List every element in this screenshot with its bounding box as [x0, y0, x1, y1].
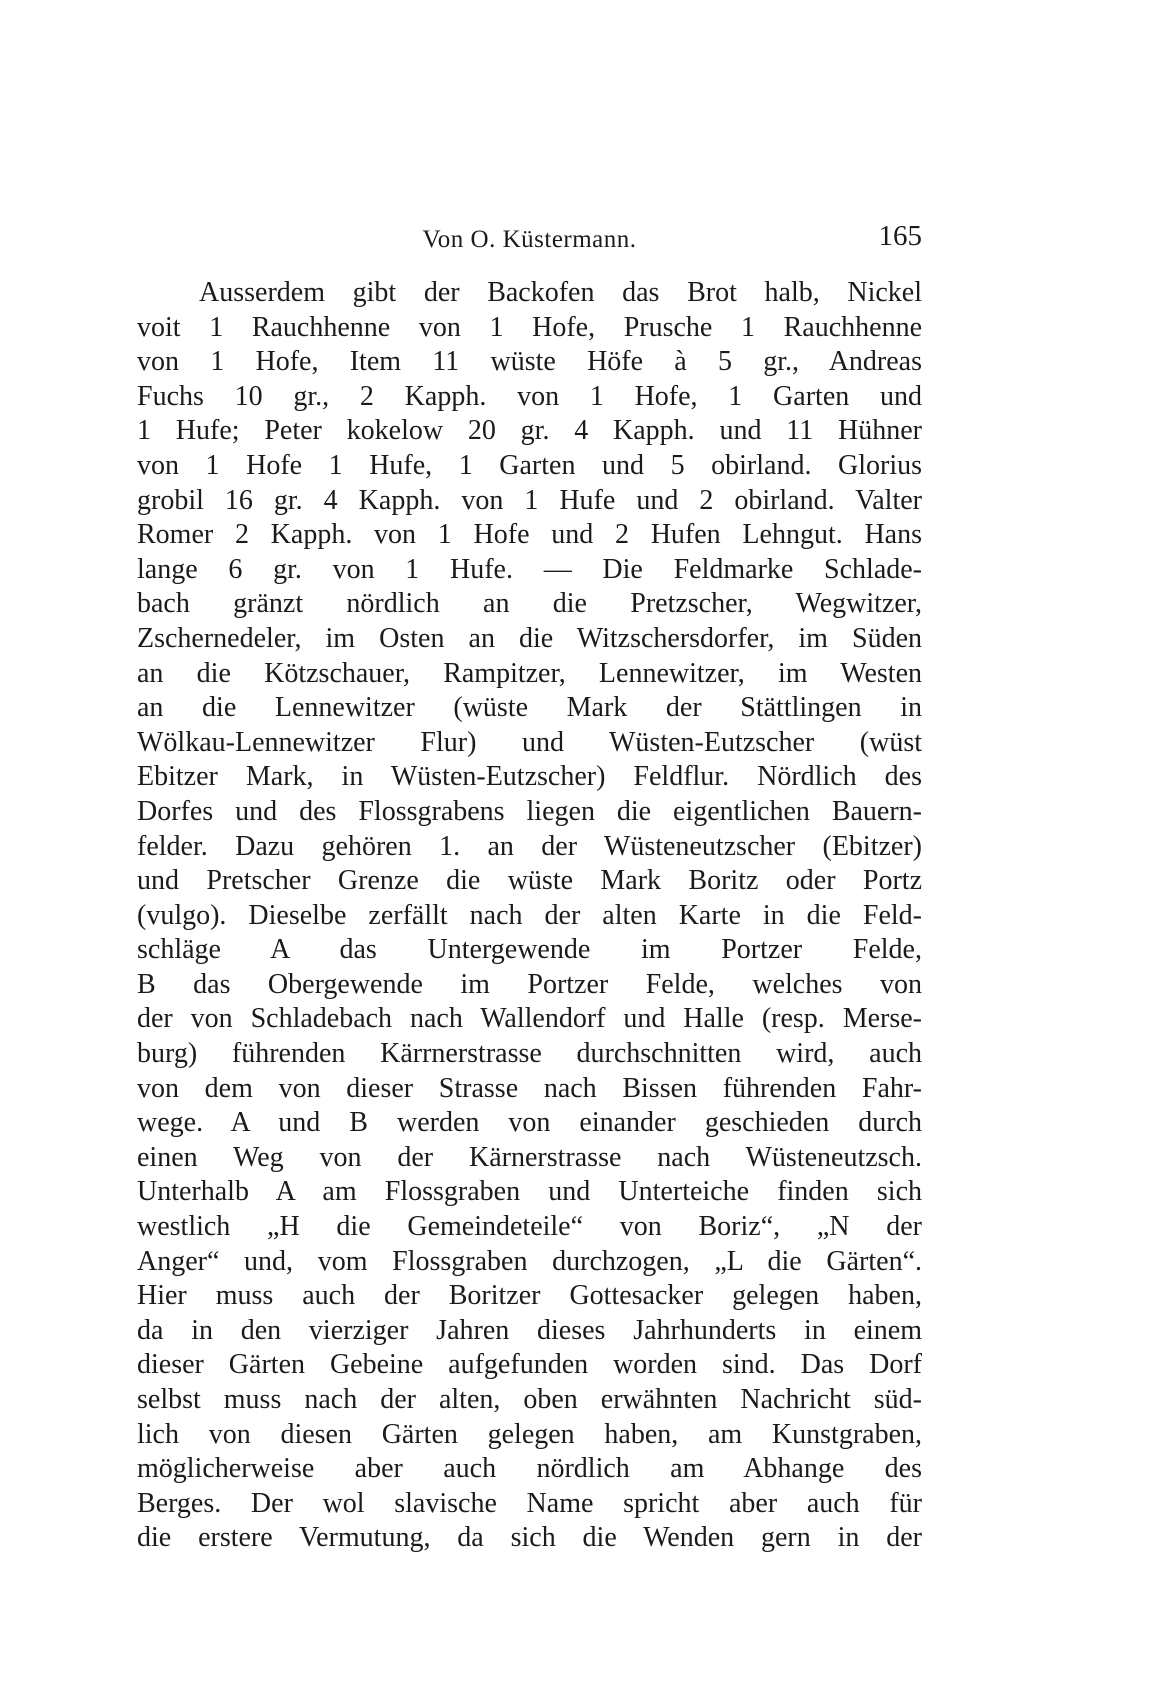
text-line: selbst muss nach der alten, oben erwähnten Nachricht süd-: [137, 1384, 922, 1415]
text-line: an die Lennewitzer (wüste Mark der Stättlingen in: [137, 692, 922, 724]
text-line: bach gränzt nördlich an die Pretzscher, Wegwitzer,: [137, 588, 922, 620]
body-text: [137, 276, 922, 1556]
text-line: lich von diesen Gärten gelegen haben, am Kunstgraben,: [137, 1418, 922, 1450]
text-line: Anger“ und, vom Flossgraben durchzogen, „L die Gärten“.: [137, 1245, 922, 1277]
text-line: westlich „H die Gemeindeteile“ von Boriz“, „N der: [137, 1211, 922, 1243]
text-line: einen Weg von der Kärnerstrasse nach Wüsteneutzsch.: [137, 1141, 922, 1173]
text-line: möglicherweise aber auch nördlich am Abhange des: [137, 1453, 922, 1485]
text-line: B das Obergewende im Portzer Felde, welches von: [137, 968, 922, 1000]
page-number: 165: [878, 220, 922, 252]
text-line: Hier muss auch der Boritzer Gottesacker gelegen haben,: [137, 1280, 922, 1312]
text-line: 1 Hufe; Peter kokelow 20 gr. 4 Kapph. und 11 Hühner: [137, 415, 922, 447]
running-head: Von O. Küstermann.: [422, 226, 637, 253]
text-line: wege. A und B werden von einander geschieden durch: [137, 1107, 922, 1139]
text-line: Dorfes und des Flossgrabens liegen die eigentlichen Bauern-: [137, 795, 922, 827]
text-line: Fuchs 10 gr., 2 Kapph. von 1 Hofe, 1 Garten und: [137, 380, 922, 412]
text-line: an die Kötzschauer, Rampitzer, Lennewitzer, im Westen: [137, 657, 922, 689]
text-line: Wölkau-Lennewitzer Flur) und Wüsten-Eutzscher (wüst: [137, 726, 922, 758]
text-line: burg) führenden Kärrnerstrasse durchschnitten wird, auch: [137, 1038, 922, 1070]
text-line: felder. Dazu gehören 1. an der Wüsteneutzscher (Ebitzer): [137, 830, 922, 862]
text-line: Romer 2 Kapph. von 1 Hofe und 2 Hufen Lehngut. Hans: [137, 519, 922, 551]
text-line: von 1 Hofe, Item 11 wüste Höfe à 5 gr., Andreas: [137, 346, 922, 378]
text-line: Berges. Der wol slavische Name spricht aber auch für: [137, 1487, 922, 1519]
text-line: da in den vierziger Jahren dieses Jahrhunderts in einem: [137, 1314, 922, 1346]
text-line: Ausserdem gibt der Backofen das Brot halb, Nickel: [199, 277, 922, 308]
text-line: der von Schladebach nach Wallendorf und Halle (resp. Merse-: [137, 1003, 922, 1035]
text-line: schläge A das Untergewende im Portzer Felde,: [137, 934, 922, 966]
text-line: und Pretscher Grenze die wüste Mark Boritz oder Portz: [137, 865, 922, 897]
text-line: Ebitzer Mark, in Wüsten-Eutzscher) Feldflur. Nördlich des: [137, 761, 922, 793]
text-line: von 1 Hofe 1 Hufe, 1 Garten und 5 obirland. Glorius: [137, 449, 922, 481]
text-line: von dem von dieser Strasse nach Bissen führenden Fahr-: [137, 1072, 922, 1104]
text-line: Zschernedeler, im Osten an die Witzschersdorfer, im Süden: [137, 622, 922, 654]
text-line: grobil 16 gr. 4 Kapph. von 1 Hufe und 2 obirland. Valter: [137, 484, 922, 516]
text-line: Unterhalb A am Flossgraben und Unterteiche finden sich: [137, 1176, 922, 1208]
text-line: lange 6 gr. von 1 Hufe. — Die Feldmarke Schlade-: [137, 553, 922, 585]
text-line: dieser Gärten Gebeine aufgefunden worden sind. Das Dorf: [137, 1349, 922, 1381]
text-line: die erstere Vermutung, da sich die Wenden gern in der: [137, 1522, 922, 1554]
text-line: voit 1 Rauchhenne von 1 Hofe, Prusche 1 Rauchhenne: [137, 311, 922, 343]
page-header: [137, 220, 922, 260]
text-line: (vulgo). Dieselbe zerfällt nach der alten Karte in die Feld-: [137, 899, 922, 931]
